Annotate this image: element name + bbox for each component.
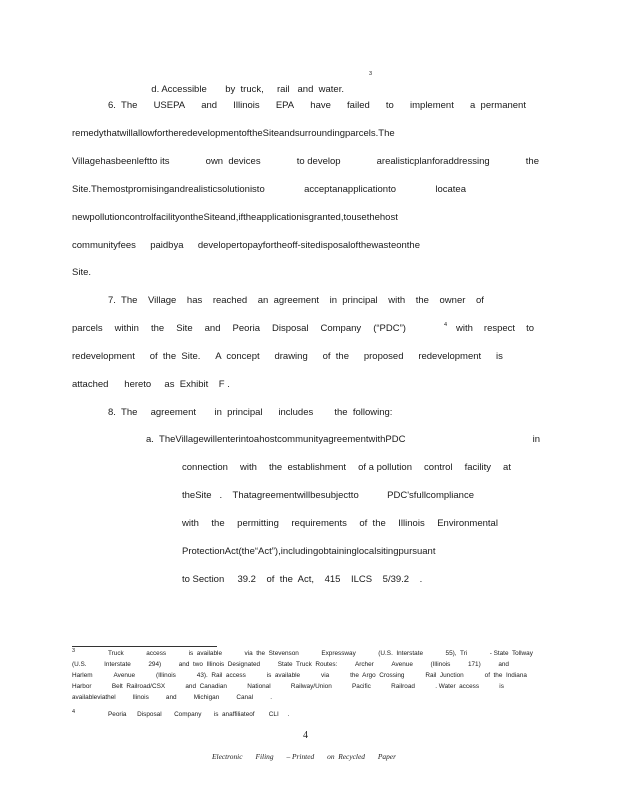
paragraph-7-line-2-right: with respect to: [456, 323, 534, 334]
paragraph-7-line-1: 7. The Village has reached an agreement in principal with the owner of: [108, 295, 484, 306]
paragraph-6-line-2: remedythatwillallowfortheredevelopmentoftheSiteandsurroundingparcels.The: [72, 128, 395, 139]
footnote-4-text: Peoria Disposal Company is anaffiliateof CLI .: [108, 711, 290, 718]
paragraph-7-line-3: redevelopment of the Site. A concept drawing of the proposed redevelopment is: [72, 351, 503, 362]
paragraph-6-line-4: Site.Themostpromisingandrealisticsolutionisto acceptanapplicationto locatea: [72, 184, 466, 195]
list-item-a-line-1: a. TheVillagewillenterintoahostcommunityagreementwithPDC in: [146, 434, 540, 445]
footnote-3-line-1: Truck access is available via the Stevenson Expressway (U.S. Interstate 55), Tri - State Tollway: [108, 650, 533, 657]
list-item-d: d. Accessible by truck, rail and water.: [151, 84, 344, 95]
paragraph-6-line-5: newpollutioncontrolfacilityontheSiteand,iftheapplicationisgranted,tousethehost: [72, 212, 398, 223]
paragraph-7-line-4: attached hereto as Exhibit F .: [72, 379, 230, 390]
page-number: 4: [303, 730, 308, 741]
footnote-ref-3: 3: [369, 71, 373, 77]
list-item-a-line-6: to Section 39.2 of the Act, 415 ILCS 5/39.2 .: [182, 574, 423, 585]
paragraph-6-line-1: 6. The USEPA and Illinois EPA have failed to implement a permanent: [108, 100, 526, 111]
footnote-3-line-4: Harbor Belt Railroad/CSX and Canadian National Railway/Union Pacific Railroad . Water access is: [72, 683, 504, 690]
footnote-4-mark: 4: [72, 709, 76, 715]
paragraph-6-line-6: communityfees paidbya developertopayfortheoff-sitedisposalofthewasteonthe: [72, 240, 420, 251]
list-item-a-line-2: connection with the establishment of a pollution control facility at: [182, 462, 511, 473]
list-item-a-line-3: theSite . Thatagreementwillbesubjectto PDC'sfullcompliance: [182, 490, 474, 501]
footnote-3-line-2: (U.S. Interstate 294) and two Illinois Designated State Truck Routes: Archer Avenue (Illinois 171) and: [72, 661, 509, 668]
footer-recycled-paper: Electronic Filing – Printed on Recycled Paper: [212, 752, 396, 761]
footnote-3-mark: 3: [72, 648, 76, 654]
paragraph-7-line-2-left: parcels within the Site and Peoria Disposal Company (“PDC”): [72, 323, 406, 334]
footnote-3-line-3: Harlem Avenue (Illinois 43). Rail access is available via the Argo Crossing Rail Junction of the Indiana: [72, 672, 527, 679]
list-item-a-line-5: ProtectionAct(the“Act”),includingobtaininglocalsitingpursuant: [182, 546, 436, 557]
footnote-3-line-5: availableviathel llinois and Michigan Canal .: [72, 694, 272, 701]
paragraph-8-lead: 8. The agreement in principal includes the following:: [108, 407, 393, 418]
paragraph-6-line-3: Villagehasbeenleftto its own devices to develop arealisticplanforaddressing the: [72, 156, 539, 167]
list-item-a-line-4: with the permitting requirements of the Illinois Environmental: [182, 518, 498, 529]
footnote-ref-4: 4: [444, 322, 448, 328]
footnote-separator: [72, 646, 217, 647]
paragraph-6-line-7: Site.: [72, 267, 92, 278]
